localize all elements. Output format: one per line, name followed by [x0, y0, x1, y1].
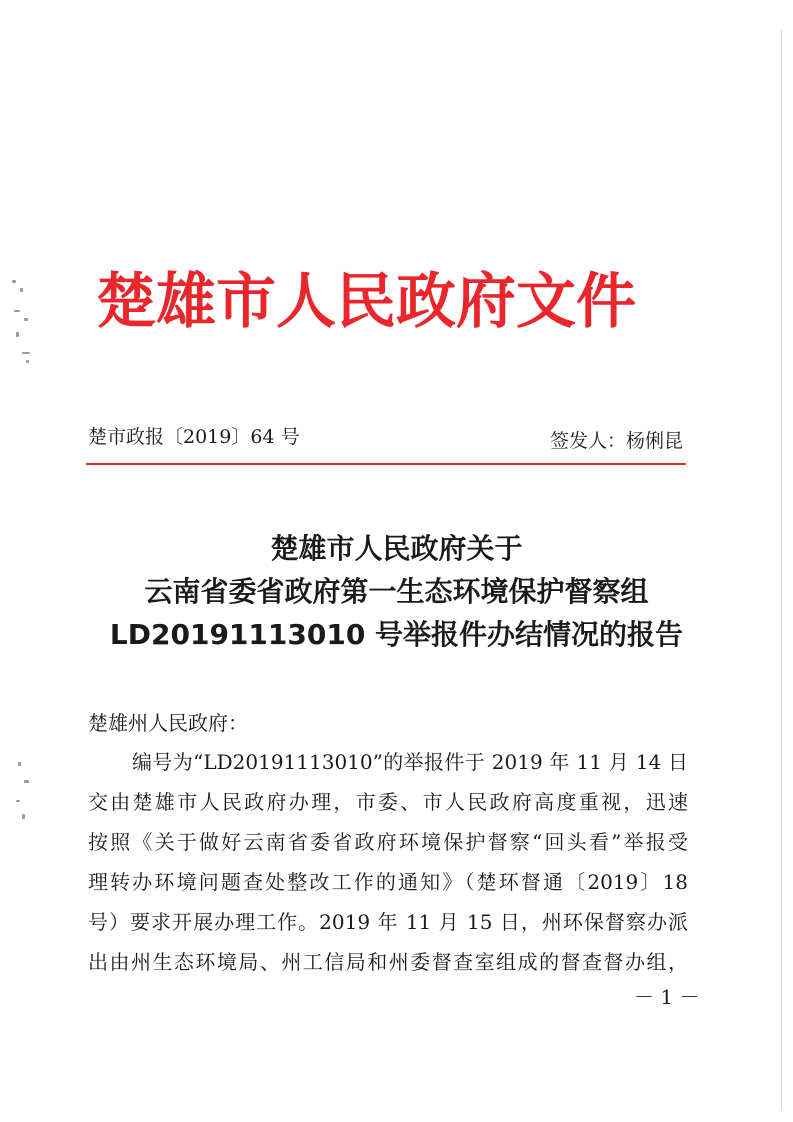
salutation: 楚雄州人民政府：: [88, 711, 248, 735]
scan-speck: [16, 800, 20, 802]
masthead-title: 楚雄市人民政府文件: [96, 267, 636, 337]
report-title: [0, 527, 793, 656]
body-line: 号）要求开展办理工作。2019 年 11 月 15 日，州环保督察办派: [88, 910, 688, 934]
scan-speck: [16, 332, 19, 337]
body-line: 交由楚雄市人民政府办理，市委、市人民政府高度重视，迅速: [88, 790, 688, 814]
scan-speck: [26, 360, 29, 363]
body-line: 出由州生态环境局、州工信局和州委督查室组成的督查督办组，: [88, 950, 688, 974]
scan-speck: [22, 814, 25, 819]
scan-speck: [24, 780, 29, 783]
report-title-line: 云南省委省政府第一生态环境保护督察组: [144, 575, 649, 608]
page-number: － 1 －: [634, 985, 700, 1009]
body-paragraph: [88, 742, 688, 982]
scan-speck: [20, 288, 23, 292]
red-separator-rule: [86, 463, 686, 465]
report-title-line: LD20191113010 号举报件办结情况的报告: [109, 618, 684, 651]
scan-speck: [12, 280, 16, 283]
scan-speck: [14, 310, 20, 312]
body-line: 理转办环境问题查处整改工作的通知》（楚环督通〔2019〕18: [88, 870, 688, 894]
body-line: 按照《关于做好云南省委省政府环境保护督察“回头看”举报受: [88, 830, 688, 854]
scan-speck: [24, 318, 28, 321]
body-line: 编号为“LD20191113010”的举报件于 2019 年 11 月 14 日: [132, 750, 688, 774]
signer: 签发人：杨俐昆: [549, 430, 683, 452]
document-number: 楚市政报〔2019〕64 号: [88, 426, 300, 448]
scan-speck: [22, 352, 30, 354]
report-title-line: 楚雄市人民政府关于: [270, 532, 523, 565]
scan-speck: [18, 762, 21, 766]
